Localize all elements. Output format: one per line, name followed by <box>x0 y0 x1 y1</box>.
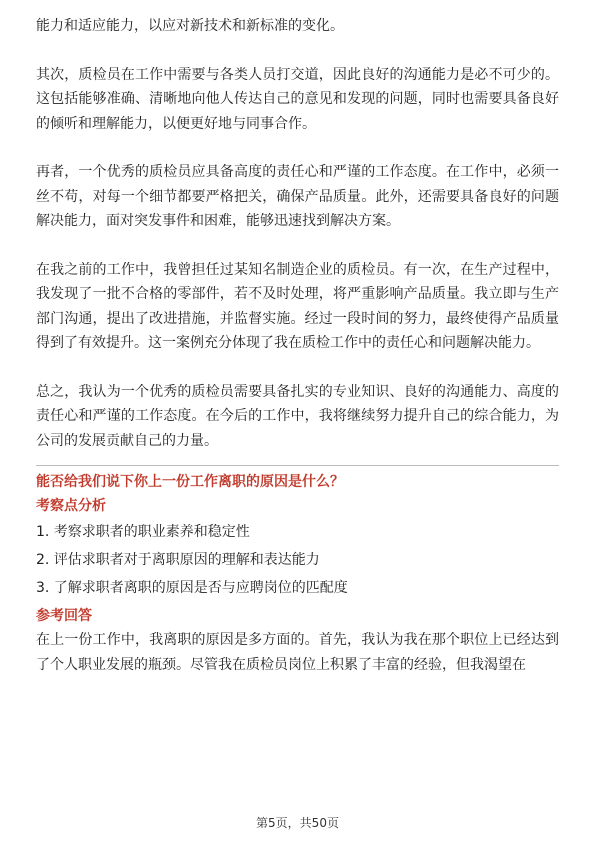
paragraph-4: 在我之前的工作中，我曾担任过某知名制造企业的质检员。有一次，在生产过程中，我发现了一批不合格的零部件，若不及时处理，将严重影响产品质量。我立即与生产部门沟通，提出了改进措施，并监督实施。经过一段时间的努力，最终使得产品质量得到了有效提升。这一案例充分体现了我在质检工作中的责任心和问题解决能力。 <box>36 261 559 351</box>
answer-text: 在上一份工作中，我离职的原因是多方面的。首先，我认为我在那个职位上已经达到了个人职业发展的瓶颈。尽管我在质检员岗位上积累了丰富的经验，但我渴望在 <box>36 632 559 673</box>
analysis-item-3: 3. 了解求职者离职的原因是否与应聘岗位的匹配度 <box>36 580 348 596</box>
paragraph-5: 总之，我认为一个优秀的质检员需要具备扎实的专业知识、良好的沟通能力、高度的责任心和严谨的工作态度。在今后的工作中，我将继续努力提升自己的综合能力，为公司的发展贡献自己的力量。 <box>36 383 559 449</box>
analysis-item-1: 1. 考察求职者的职业素养和稳定性 <box>36 524 250 540</box>
analysis-heading: 考察点分析 <box>36 498 106 514</box>
paragraph-2: 其次，质检员在工作中需要与各类人员打交道，因此良好的沟通能力是必不可少的。这包括能够准确、清晰地向他人传达自己的意见和发现的问题，同时也需要具备良好的倾听和理解能力，以便更好地与同事合作。 <box>36 66 559 132</box>
paragraph-1: 能力和适应能力，以应对新技术和新标准的变化。 <box>36 18 344 34</box>
paragraph-3: 再者，一个优秀的质检员应具备高度的责任心和严谨的工作态度。在工作中，必须一丝不苟，对每一个细节都要严格把关，确保产品质量。此外，还需要具备良好的问题解决能力，面对突发事件和困难，能够迅速找到解决方案。 <box>36 164 559 229</box>
analysis-item-2: 2. 评估求职者对于离职原因的理解和表达能力 <box>36 552 320 568</box>
section-divider <box>36 465 559 466</box>
question-title: 能否给我们说下你上一份工作离职的原因是什么？ <box>36 474 344 490</box>
document-page <box>36 14 559 677</box>
page-number: 第5页，共50页 <box>256 816 339 830</box>
answer-heading: 参考回答 <box>36 608 92 624</box>
